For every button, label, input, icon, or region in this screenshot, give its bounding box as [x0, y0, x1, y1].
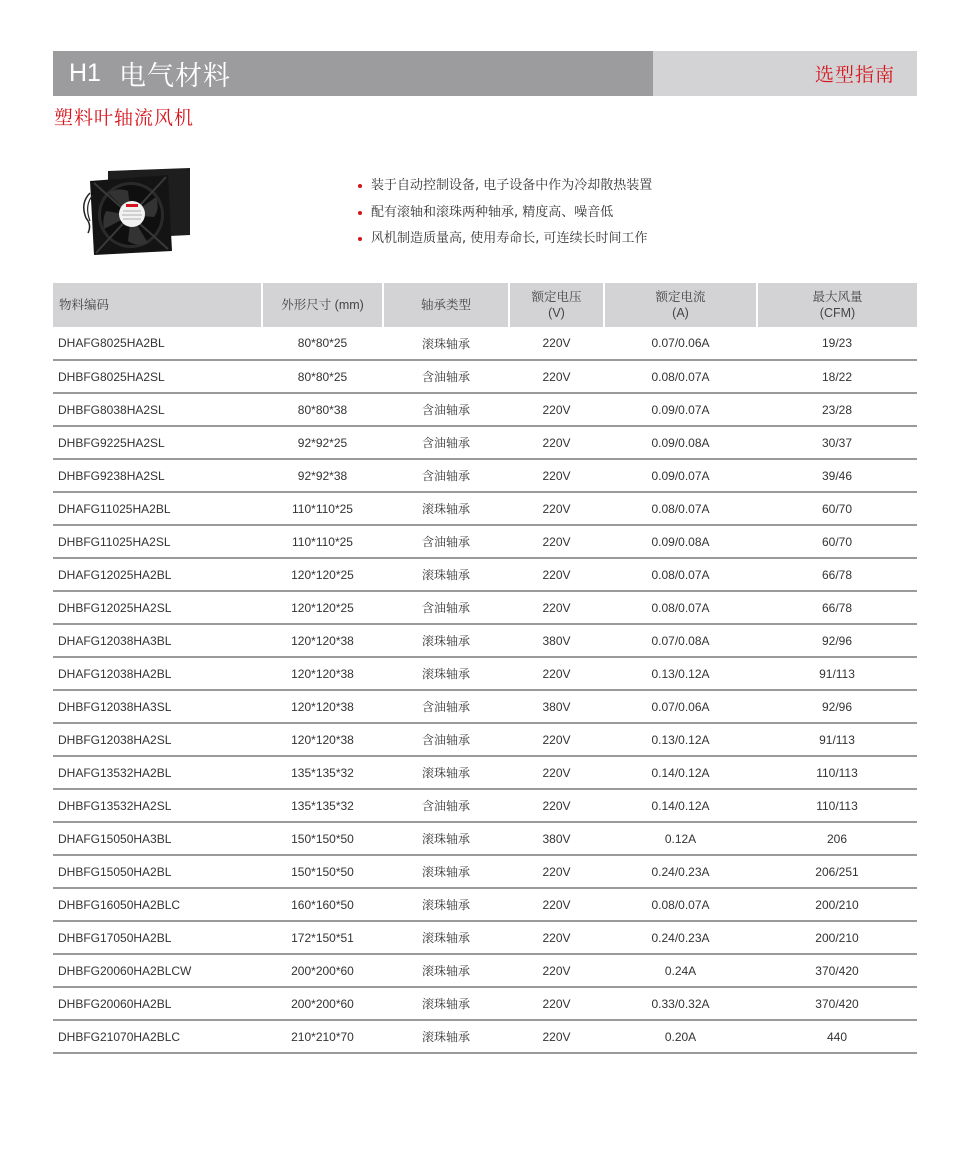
table-row: [53, 525, 917, 558]
table-row: [53, 327, 917, 360]
cell-rated-voltage: 220V: [509, 591, 604, 624]
cell-max-airflow: 206/251: [757, 855, 917, 888]
cell-part-code: DHAFG13532HA2BL: [53, 756, 262, 789]
cell-bearing-type: 含油轴承: [383, 723, 509, 756]
cell-dimensions: 120*120*25: [262, 558, 383, 591]
cell-rated-voltage: 220V: [509, 558, 604, 591]
cell-max-airflow: 200/210: [757, 921, 917, 954]
cell-max-airflow: 66/78: [757, 591, 917, 624]
section-code: H1: [69, 59, 101, 87]
table-header-row: [53, 283, 917, 327]
cell-bearing-type: 含油轴承: [383, 426, 509, 459]
cell-bearing-type: 滚珠轴承: [383, 954, 509, 987]
column-header-bearing-type: 轴承类型: [383, 283, 509, 327]
cell-rated-current: 0.07/0.06A: [604, 690, 757, 723]
cell-rated-current: 0.20A: [604, 1020, 757, 1053]
cell-part-code: DHBFG11025HA2SL: [53, 525, 262, 558]
cell-dimensions: 200*200*60: [262, 987, 383, 1020]
cell-rated-voltage: 380V: [509, 690, 604, 723]
table-row: [53, 954, 917, 987]
cell-max-airflow: 370/420: [757, 954, 917, 987]
cell-rated-voltage: 380V: [509, 822, 604, 855]
cell-rated-voltage: 220V: [509, 789, 604, 822]
cell-rated-current: 0.12A: [604, 822, 757, 855]
cell-part-code: DHAFG12038HA2BL: [53, 657, 262, 690]
cell-part-code: DHBFG12038HA2SL: [53, 723, 262, 756]
column-header-rated-voltage: 额定电压 (V): [509, 283, 604, 327]
table-row: [53, 657, 917, 690]
column-header-part-code: 物料编码: [53, 283, 262, 327]
cell-rated-voltage: 220V: [509, 756, 604, 789]
feature-item: [358, 200, 652, 227]
cell-part-code: DHBFG9238HA2SL: [53, 459, 262, 492]
cell-dimensions: 110*110*25: [262, 525, 383, 558]
cell-rated-voltage: 220V: [509, 921, 604, 954]
feature-text: 装于自动控制设备, 电子设备中作为冷却散热装置: [371, 178, 653, 194]
feature-item: [358, 173, 652, 200]
cell-dimensions: 120*120*38: [262, 657, 383, 690]
cell-dimensions: 135*135*32: [262, 789, 383, 822]
cell-bearing-type: 含油轴承: [383, 360, 509, 393]
cell-max-airflow: 206: [757, 822, 917, 855]
cell-max-airflow: 110/113: [757, 789, 917, 822]
section-title: 电气材料: [118, 61, 231, 92]
table-row: [53, 888, 917, 921]
column-header-rated-current: 额定电流 (A): [604, 283, 757, 327]
cell-part-code: DHAFG15050HA3BL: [53, 822, 262, 855]
cell-rated-current: 0.14/0.12A: [604, 789, 757, 822]
cell-rated-voltage: 380V: [509, 624, 604, 657]
axial-fan-image: [78, 163, 198, 258]
feature-item: [358, 226, 652, 253]
cell-rated-current: 0.13/0.12A: [604, 657, 757, 690]
cell-rated-current: 0.09/0.08A: [604, 426, 757, 459]
cell-rated-voltage: 220V: [509, 525, 604, 558]
bullet-icon: [358, 211, 362, 215]
cell-rated-current: 0.07/0.08A: [604, 624, 757, 657]
feature-list: [358, 173, 652, 253]
table-row: [53, 624, 917, 657]
cell-rated-voltage: 220V: [509, 1020, 604, 1053]
cell-rated-current: 0.08/0.07A: [604, 888, 757, 921]
cell-rated-voltage: 220V: [509, 492, 604, 525]
table-row: [53, 756, 917, 789]
cell-rated-current: 0.24/0.23A: [604, 921, 757, 954]
cell-bearing-type: 滚珠轴承: [383, 921, 509, 954]
cell-dimensions: 110*110*25: [262, 492, 383, 525]
table-row: [53, 459, 917, 492]
cell-rated-voltage: 220V: [509, 426, 604, 459]
cell-dimensions: 80*80*25: [262, 360, 383, 393]
cell-part-code: DHBFG21070HA2BLC: [53, 1020, 262, 1053]
cell-rated-voltage: 220V: [509, 954, 604, 987]
cell-bearing-type: 滚珠轴承: [383, 558, 509, 591]
product-category-title: 塑料叶轴流风机: [54, 107, 195, 129]
cell-max-airflow: 23/28: [757, 393, 917, 426]
cell-part-code: DHBFG9225HA2SL: [53, 426, 262, 459]
cell-rated-voltage: 220V: [509, 987, 604, 1020]
cell-bearing-type: 滚珠轴承: [383, 624, 509, 657]
cell-dimensions: 120*120*38: [262, 723, 383, 756]
cell-rated-voltage: 220V: [509, 888, 604, 921]
cell-bearing-type: 含油轴承: [383, 690, 509, 723]
cell-dimensions: 200*200*60: [262, 954, 383, 987]
cell-max-airflow: 60/70: [757, 525, 917, 558]
cell-bearing-type: 含油轴承: [383, 459, 509, 492]
cell-rated-current: 0.13/0.12A: [604, 723, 757, 756]
cell-rated-current: 0.09/0.07A: [604, 393, 757, 426]
cell-bearing-type: 滚珠轴承: [383, 855, 509, 888]
cell-bearing-type: 滚珠轴承: [383, 327, 509, 360]
cell-max-airflow: 66/78: [757, 558, 917, 591]
cell-rated-current: 0.08/0.07A: [604, 492, 757, 525]
cell-max-airflow: 18/22: [757, 360, 917, 393]
cell-max-airflow: 440: [757, 1020, 917, 1053]
cell-part-code: DHBFG12038HA3SL: [53, 690, 262, 723]
table-row: [53, 393, 917, 426]
table-row: [53, 558, 917, 591]
cell-max-airflow: 39/46: [757, 459, 917, 492]
table-row: [53, 1020, 917, 1053]
cell-max-airflow: 92/96: [757, 624, 917, 657]
cell-dimensions: 120*120*25: [262, 591, 383, 624]
cell-max-airflow: 92/96: [757, 690, 917, 723]
cell-dimensions: 210*210*70: [262, 1020, 383, 1053]
table-row: [53, 822, 917, 855]
cell-rated-current: 0.08/0.07A: [604, 591, 757, 624]
cell-dimensions: 150*150*50: [262, 822, 383, 855]
cell-dimensions: 80*80*38: [262, 393, 383, 426]
cell-max-airflow: 91/113: [757, 723, 917, 756]
cell-part-code: DHBFG17050HA2BL: [53, 921, 262, 954]
cell-part-code: DHAFG8025HA2BL: [53, 327, 262, 360]
bullet-icon: [358, 237, 362, 241]
cell-dimensions: 92*92*25: [262, 426, 383, 459]
cell-rated-current: 0.24A: [604, 954, 757, 987]
cell-max-airflow: 110/113: [757, 756, 917, 789]
feature-text: 配有滚轴和滚珠两种轴承, 精度高、噪音低: [371, 204, 614, 220]
cell-max-airflow: 200/210: [757, 888, 917, 921]
cell-dimensions: 135*135*32: [262, 756, 383, 789]
cell-part-code: DHAFG12038HA3BL: [53, 624, 262, 657]
cell-rated-voltage: 220V: [509, 657, 604, 690]
table-row: [53, 855, 917, 888]
selection-guide-label: 选型指南: [814, 64, 895, 86]
cell-part-code: DHAFG11025HA2BL: [53, 492, 262, 525]
guide-label-bar: [653, 51, 917, 96]
cell-rated-voltage: 220V: [509, 855, 604, 888]
cell-dimensions: 120*120*38: [262, 624, 383, 657]
table-row: [53, 426, 917, 459]
cell-max-airflow: 30/37: [757, 426, 917, 459]
cell-bearing-type: 滚珠轴承: [383, 987, 509, 1020]
cell-part-code: DHBFG12025HA2SL: [53, 591, 262, 624]
cell-dimensions: 150*150*50: [262, 855, 383, 888]
cell-rated-voltage: 220V: [509, 360, 604, 393]
cell-bearing-type: 滚珠轴承: [383, 492, 509, 525]
cell-dimensions: 80*80*25: [262, 327, 383, 360]
cell-rated-voltage: 220V: [509, 393, 604, 426]
cell-dimensions: 120*120*38: [262, 690, 383, 723]
column-header-dimensions: 外形尺寸 (mm): [262, 283, 383, 327]
cell-part-code: DHBFG15050HA2BL: [53, 855, 262, 888]
cell-part-code: DHBFG20060HA2BL: [53, 987, 262, 1020]
cell-dimensions: 160*160*50: [262, 888, 383, 921]
cell-part-code: DHBFG8025HA2SL: [53, 360, 262, 393]
cell-part-code: DHBFG13532HA2SL: [53, 789, 262, 822]
cell-bearing-type: 含油轴承: [383, 525, 509, 558]
fan-spec-table: [53, 283, 917, 1054]
cell-dimensions: 172*150*51: [262, 921, 383, 954]
cell-bearing-type: 滚珠轴承: [383, 657, 509, 690]
cell-rated-current: 0.08/0.07A: [604, 558, 757, 591]
cell-bearing-type: 含油轴承: [383, 591, 509, 624]
cell-max-airflow: 370/420: [757, 987, 917, 1020]
cell-max-airflow: 19/23: [757, 327, 917, 360]
section-title-bar: [53, 51, 653, 96]
table-row: [53, 492, 917, 525]
cell-part-code: DHBFG16050HA2BLC: [53, 888, 262, 921]
cell-part-code: DHBFG8038HA2SL: [53, 393, 262, 426]
cell-bearing-type: 含油轴承: [383, 393, 509, 426]
table-row: [53, 789, 917, 822]
cell-rated-current: 0.24/0.23A: [604, 855, 757, 888]
cell-rated-current: 0.09/0.07A: [604, 459, 757, 492]
cell-bearing-type: 滚珠轴承: [383, 756, 509, 789]
table-row: [53, 921, 917, 954]
section-header: [53, 51, 917, 96]
table-row: [53, 360, 917, 393]
cell-rated-current: 0.08/0.07A: [604, 360, 757, 393]
cell-rated-current: 0.09/0.08A: [604, 525, 757, 558]
cell-rated-voltage: 220V: [509, 327, 604, 360]
cell-bearing-type: 滚珠轴承: [383, 822, 509, 855]
cell-rated-current: 0.33/0.32A: [604, 987, 757, 1020]
cell-rated-voltage: 220V: [509, 723, 604, 756]
cell-bearing-type: 滚珠轴承: [383, 1020, 509, 1053]
table-row: [53, 690, 917, 723]
table-row: [53, 987, 917, 1020]
table-row: [53, 723, 917, 756]
column-header-max-airflow: 最大风量 (CFM): [757, 283, 917, 327]
cell-part-code: DHAFG12025HA2BL: [53, 558, 262, 591]
cell-max-airflow: 91/113: [757, 657, 917, 690]
table-row: [53, 591, 917, 624]
cell-max-airflow: 60/70: [757, 492, 917, 525]
cell-rated-voltage: 220V: [509, 459, 604, 492]
cell-bearing-type: 含油轴承: [383, 789, 509, 822]
cell-part-code: DHBFG20060HA2BLCW: [53, 954, 262, 987]
feature-text: 风机制造质量高, 使用寿命长, 可连续长时间工作: [371, 231, 648, 247]
cell-dimensions: 92*92*38: [262, 459, 383, 492]
cell-rated-current: 0.14/0.12A: [604, 756, 757, 789]
cell-rated-current: 0.07/0.06A: [604, 327, 757, 360]
bullet-icon: [358, 184, 362, 188]
cell-bearing-type: 滚珠轴承: [383, 888, 509, 921]
